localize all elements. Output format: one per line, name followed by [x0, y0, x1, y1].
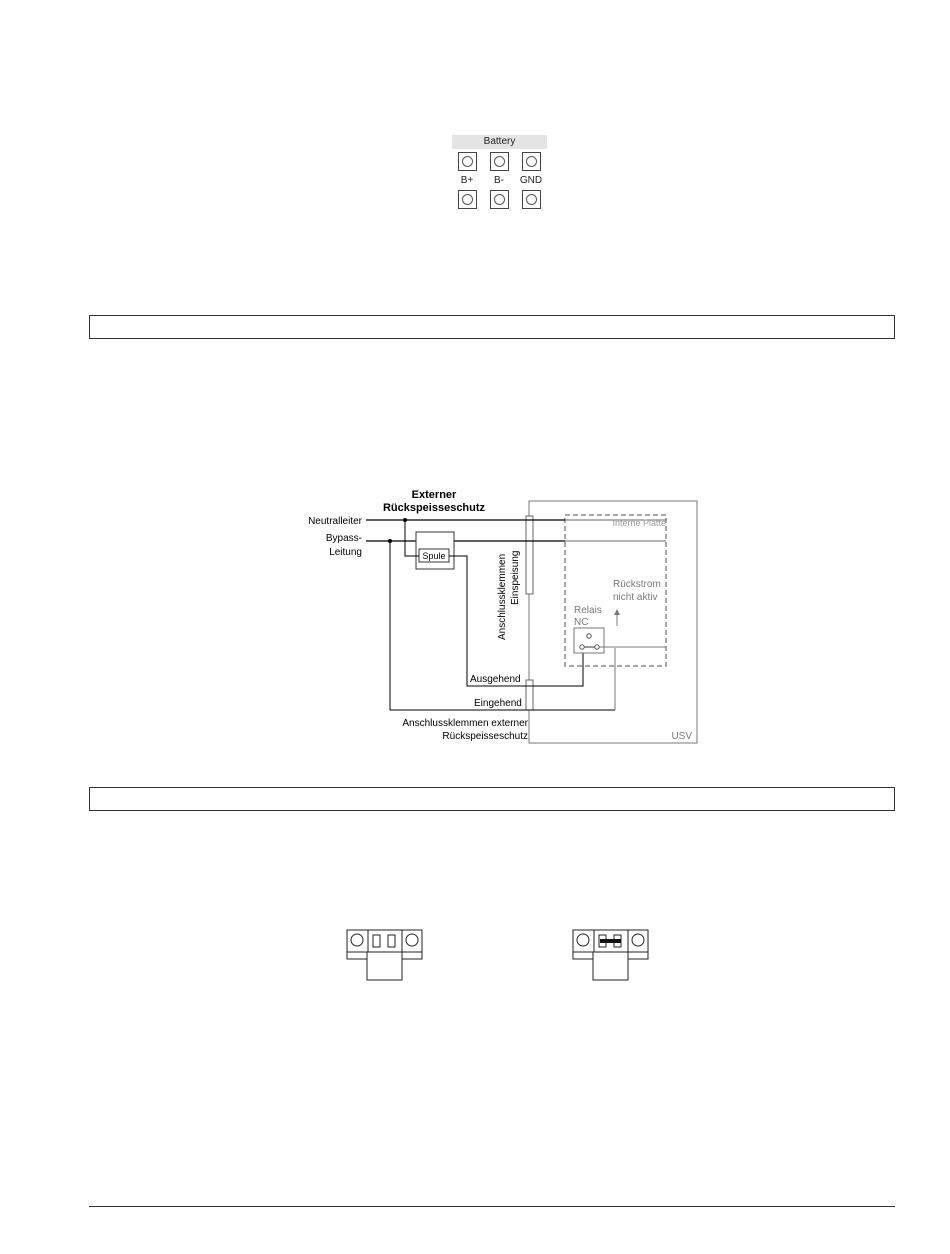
- battery-terminal-top-1: [458, 152, 477, 171]
- connector-open-plug: [367, 952, 402, 980]
- section-heading-box-1: [89, 315, 895, 339]
- ups-box: [529, 501, 697, 743]
- terminal-label-bplus: B+: [460, 175, 474, 186]
- connector-bridged: [566, 925, 666, 985]
- battery-terminal-bottom-3: [522, 190, 541, 209]
- battery-terminal-top-2: [490, 152, 509, 171]
- terminal-label-gnd: GND: [519, 175, 543, 186]
- backfeed-wiring-diagram: [0, 480, 950, 750]
- incoming-label: Eingehend: [474, 698, 522, 709]
- connector-open: [340, 925, 440, 985]
- battery-terminal-block: [452, 135, 547, 215]
- external-terminal-strip: [526, 680, 533, 710]
- section-heading-box-2: [89, 787, 895, 811]
- battery-terminal-bottom-2: [490, 190, 509, 209]
- battery-terminal-top-3: [522, 152, 541, 171]
- relay-label-line2: NC: [574, 617, 589, 628]
- internal-board-label: Interne Platte: [612, 518, 666, 528]
- ext-terminals-line2: Rückspeisseschutz: [442, 731, 528, 742]
- diagram-title-line1: Externer: [411, 489, 457, 501]
- supply-terminals-line2: Einspeisung: [510, 550, 521, 605]
- coil-label: Spule: [422, 551, 446, 561]
- supply-terminal-strip: [526, 516, 533, 594]
- battery-terminal-bottom-1: [458, 190, 477, 209]
- ext-terminals-line1: Anschlussklemmen externer: [402, 718, 528, 729]
- footer-rule: [89, 1206, 895, 1207]
- bypass-label-line1: Bypass-: [325, 533, 362, 544]
- terminal-label-bminus: B-: [494, 175, 504, 186]
- ups-label: USV: [671, 731, 692, 742]
- relay-box: [574, 628, 604, 653]
- connector-bridge-jumper: [600, 939, 621, 943]
- diagram-title-line2: Rückspeisseschutz: [382, 502, 486, 514]
- neutral-label: Neutralleiter: [308, 516, 362, 527]
- backfeed-label-line2: nicht aktiv: [613, 592, 658, 603]
- connector-bridged-plug: [593, 952, 628, 980]
- bypass-label-line2: Leitung: [329, 547, 362, 558]
- backfeed-arrow-head: [614, 609, 620, 615]
- backfeed-label-line1: Rückstrom: [613, 579, 661, 590]
- relay-label-line1: Relais: [574, 605, 602, 616]
- battery-header: Battery: [452, 135, 547, 149]
- outgoing-label: Ausgehend: [470, 674, 521, 685]
- supply-terminals-line1: Anschlussklemmen: [497, 553, 508, 640]
